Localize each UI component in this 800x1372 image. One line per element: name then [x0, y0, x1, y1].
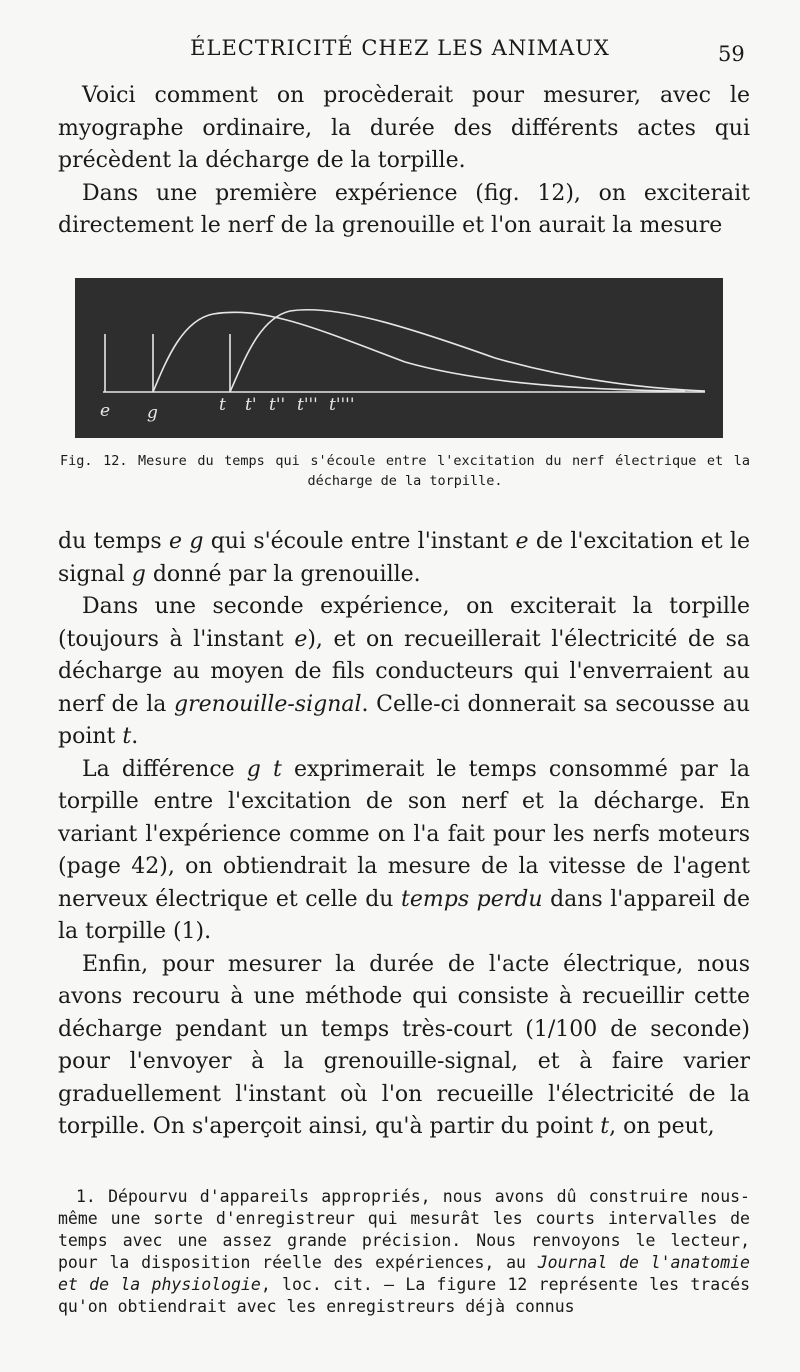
label-t: t [219, 395, 226, 415]
p4-text-e: . Celle-ci donnerait sa secousse au point [58, 691, 750, 749]
running-title: ÉLECTRICITÉ CHEZ LES ANIMAUX [190, 36, 610, 60]
p3-italic-e: e [515, 529, 529, 554]
caption-text: Mesure du temps qui s'écoule entre l'excitation du nerf électrique et la décharge de la torpille. [138, 453, 750, 489]
paragraph-3 [58, 526, 750, 591]
text-block-main [58, 526, 750, 1144]
label-t3: t''' [297, 395, 318, 415]
page-number: 59 [718, 42, 745, 66]
footnote [58, 1186, 750, 1318]
paragraph-6 [58, 949, 750, 1144]
p4-text-a: Dans une seconde expérience, on exciterait la torpille (toujours à l'instant [58, 594, 750, 652]
p3-italic-g: g [131, 561, 146, 587]
p4-text-g: . [131, 724, 139, 749]
text-block-top [58, 80, 750, 243]
paragraph-4 [58, 591, 750, 754]
p5-italic-temps-perdu: temps perdu [401, 886, 543, 912]
paragraph-5 [58, 754, 750, 949]
p6-text-c: , on peut, [609, 1114, 715, 1139]
label-g: g [147, 403, 158, 423]
p3-italic-eg: e g [168, 529, 204, 554]
label-t4: t'''' [329, 395, 355, 415]
footnote-text-c: , loc. cit. — La figure 12 représente les tracés qu'on obtiendrait avec les enregistreurs déjà connus [58, 1275, 751, 1316]
p4-italic-e: e [294, 626, 308, 652]
figure-12-myograph-tracing [75, 278, 723, 438]
p5-italic-gt: g t [246, 756, 282, 782]
label-e: e [100, 401, 111, 421]
p5-text-c: exprimerait le temps consommé par la torpille entre l'excitation de son nerf et la décharge. En variant l'expérience comme on l'a fait pour les nerfs moteurs (page 42), on obtiendrait la mesure de la vitesse de l'agent nerveux électrique et celle du [58, 756, 751, 912]
p5-text-e: dans l'appareil de la torpille (1). [58, 886, 750, 944]
p6-italic-t: t [600, 1114, 610, 1139]
p6-text-a: Enfin, pour mesurer la durée de l'acte électrique, nous avons recouru à une méthode qui consiste à recueillir cette décharge pendant un temps très-court (1/100 de seconde) pour l'envoyer à la grenouille-signal, et à faire varier graduellement l'instant où l'on recueille l'électricité de la torpille. On s'aperçoit ainsi, qu'à partir du point [58, 951, 750, 1139]
p3-text-a: du temps [58, 529, 169, 554]
label-t1: t' [245, 395, 257, 415]
page-header [0, 36, 800, 70]
p4-text-c: ), et on recueillerait l'électricité de sa décharge au moyen de fils conducteurs qui l'enverraient au nerf de la [58, 626, 750, 717]
p4-italic-t: t [122, 724, 132, 749]
footnote-text-a: 1. Dépourvu d'appareils appropriés, nous avons dû construire nous-même une sorte d'enregistreur qui mesurât les courts intervalles de temps avec une assez grande précision. Nous renvoyons le lecteur, pour la disposition réelle des expériences, au [58, 1187, 750, 1272]
figure-caption [60, 451, 750, 491]
frog-signal-curve [153, 312, 685, 392]
tracing-svg [75, 278, 723, 438]
torpedo-discharge-curve [230, 310, 705, 392]
p4-italic-grenouille-signal: grenouille-signal [174, 691, 362, 717]
caption-number: Fig. 12. [60, 453, 128, 469]
footnote-1 [58, 1186, 750, 1318]
p5-text-a: La différence [82, 756, 247, 782]
paragraph-1: Voici comment on procèderait pour mesurer, avec le myographe ordinaire, la durée des différents actes qui précèdent la décharge de la torpille. [58, 83, 750, 173]
paragraph-2: Dans une première expérience (fig. 12), on exciterait directement le nerf de la grenouille et l'on aurait la mesure [58, 180, 750, 238]
p3-text-c: qui s'écoule entre l'instant [203, 529, 516, 554]
label-t2: t'' [269, 395, 286, 415]
footnote-italic-journal: Journal de l'anatomie et de la physiologie [58, 1253, 750, 1294]
p3-text-g: donné par la grenouille. [145, 561, 421, 587]
p3-text-e: de l'excitation et le signal [58, 529, 750, 587]
